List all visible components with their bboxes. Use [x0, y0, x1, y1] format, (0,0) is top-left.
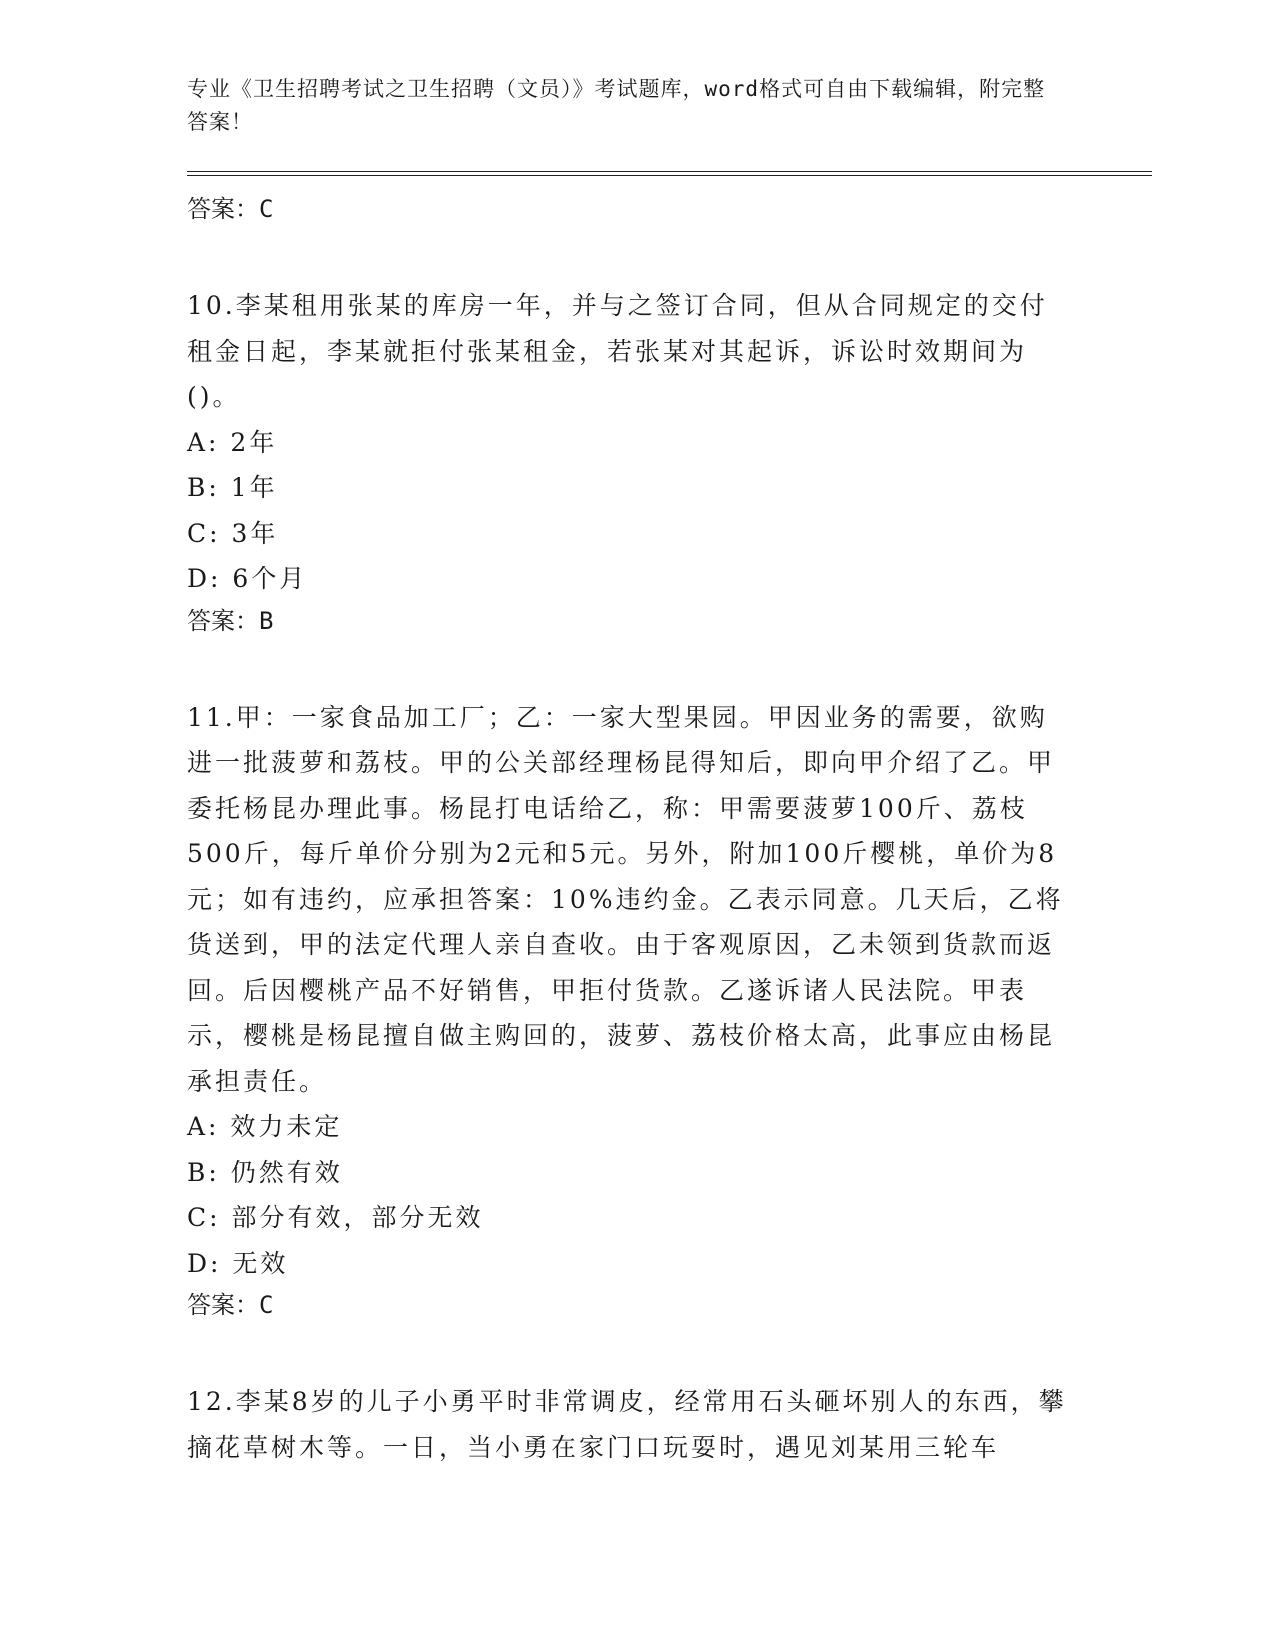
question-stem: 10.李某租用张某的库房一年，并与之签订合同，但从合同规定的交付租金日起，李某就拒付张某租金，若张某对其起诉，诉讼时效期间为()。 [187, 291, 1048, 411]
question-12 [187, 1379, 1067, 1470]
question-stem: 11.甲：一家食品加工厂；乙：一家大型果园。甲因业务的需要，欲购进一批菠萝和荔枝。甲的公关部经理杨昆得知后，即向甲介绍了乙。甲委托杨昆办理此事。杨昆打电话给乙，称：甲需要菠萝100斤、荔枝500斤，每斤单价分别为2元和5元。另外，附加100斤樱桃，单价为8元；如有违约，应承担答案：10%违约金。乙表示同意。几天后，乙将货送到，甲的法定代理人亲自查收。由于客观原因，乙未领到货款而返回。后因樱桃产品不好销售，甲拒付货款。乙遂诉诸人民法院。甲表示，樱桃是杨昆擅自做主购回的，菠萝、荔枝价格太高，此事应由杨昆承担责任。 [187, 702, 1064, 1096]
option-b: B: 1年 [187, 473, 278, 502]
option-d: D: 6个月 [187, 564, 308, 593]
document-header [187, 73, 1067, 139]
option-c: C: 3年 [187, 518, 279, 548]
option-b: B: 仍然有效 [187, 1157, 343, 1187]
question-11 [187, 695, 1067, 1325]
option-a: A: 效力未定 [187, 1112, 343, 1141]
header-divider-bottom [187, 175, 1152, 176]
question-10 [187, 283, 1067, 640]
question-stem: 12.李某8岁的儿子小勇平时非常调皮，经常用石头砸坏别人的东西，攀摘花草树木等。一日，当小勇在家门口玩耍时，遇见刘某用三轮车 [187, 1387, 1067, 1462]
question-list [187, 190, 1067, 1470]
header-title: 专业《卫生招聘考试之卫生招聘（文员）》考试题库，word格式可自由下载编辑，附完整答案！ [187, 77, 1046, 134]
header-divider-top [187, 171, 1152, 172]
option-d: D: 无效 [187, 1248, 289, 1278]
option-c: C: 部分有效，部分无效 [187, 1203, 484, 1232]
answer-q9: 答案：C [187, 195, 274, 223]
option-a: A: 2年 [187, 427, 278, 457]
answer-q10: 答案：B [187, 606, 274, 635]
answer-q11: 答案：C [187, 1291, 274, 1319]
